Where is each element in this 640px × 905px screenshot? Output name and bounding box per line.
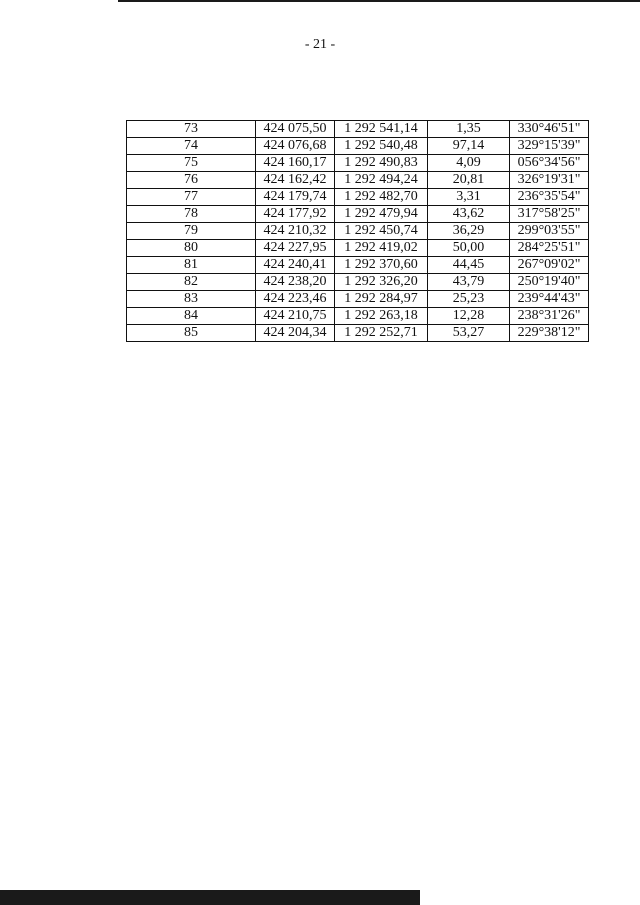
y-coordinate-cell: 1 292 479,94 xyxy=(335,206,428,223)
bearing-cell: 330°46'51" xyxy=(510,121,589,138)
y-coordinate-cell: 1 292 326,20 xyxy=(335,274,428,291)
y-coordinate-cell: 1 292 494,24 xyxy=(335,172,428,189)
x-coordinate-cell: 424 210,32 xyxy=(256,223,335,240)
bearing-cell: 229°38'12" xyxy=(510,325,589,342)
point-number-cell: 75 xyxy=(127,155,256,172)
bearing-cell: 236°35'54" xyxy=(510,189,589,206)
point-number-cell: 82 xyxy=(127,274,256,291)
bearing-cell: 267°09'02" xyxy=(510,257,589,274)
table-row xyxy=(127,257,589,274)
table-row xyxy=(127,308,589,325)
x-coordinate-cell: 424 075,50 xyxy=(256,121,335,138)
y-coordinate-cell: 1 292 284,97 xyxy=(335,291,428,308)
bearing-cell: 329°15'39" xyxy=(510,138,589,155)
point-number-cell: 74 xyxy=(127,138,256,155)
x-coordinate-cell: 424 204,34 xyxy=(256,325,335,342)
bearing-cell: 239°44'43" xyxy=(510,291,589,308)
distance-cell: 43,79 xyxy=(428,274,510,291)
coordinates-table xyxy=(126,120,589,342)
bearing-cell: 284°25'51" xyxy=(510,240,589,257)
x-coordinate-cell: 424 227,95 xyxy=(256,240,335,257)
scan-bottom-edge xyxy=(0,890,420,905)
distance-cell: 44,45 xyxy=(428,257,510,274)
bearing-cell: 056°34'56" xyxy=(510,155,589,172)
y-coordinate-cell: 1 292 541,14 xyxy=(335,121,428,138)
distance-cell: 43,62 xyxy=(428,206,510,223)
bearing-cell: 299°03'55" xyxy=(510,223,589,240)
table-row xyxy=(127,138,589,155)
table-row xyxy=(127,189,589,206)
point-number-cell: 77 xyxy=(127,189,256,206)
x-coordinate-cell: 424 240,41 xyxy=(256,257,335,274)
y-coordinate-cell: 1 292 263,18 xyxy=(335,308,428,325)
y-coordinate-cell: 1 292 482,70 xyxy=(335,189,428,206)
table-row xyxy=(127,325,589,342)
distance-cell: 1,35 xyxy=(428,121,510,138)
x-coordinate-cell: 424 076,68 xyxy=(256,138,335,155)
distance-cell: 53,27 xyxy=(428,325,510,342)
y-coordinate-cell: 1 292 540,48 xyxy=(335,138,428,155)
distance-cell: 4,09 xyxy=(428,155,510,172)
point-number-cell: 81 xyxy=(127,257,256,274)
x-coordinate-cell: 424 160,17 xyxy=(256,155,335,172)
table-row xyxy=(127,223,589,240)
table-row xyxy=(127,291,589,308)
bearing-cell: 250°19'40" xyxy=(510,274,589,291)
distance-cell: 36,29 xyxy=(428,223,510,240)
bearing-cell: 317°58'25" xyxy=(510,206,589,223)
bearing-cell: 326°19'31" xyxy=(510,172,589,189)
distance-cell: 25,23 xyxy=(428,291,510,308)
table-row xyxy=(127,172,589,189)
x-coordinate-cell: 424 177,92 xyxy=(256,206,335,223)
y-coordinate-cell: 1 292 450,74 xyxy=(335,223,428,240)
distance-cell: 97,14 xyxy=(428,138,510,155)
table-row xyxy=(127,155,589,172)
x-coordinate-cell: 424 162,42 xyxy=(256,172,335,189)
coordinates-table-body xyxy=(127,121,589,342)
x-coordinate-cell: 424 210,75 xyxy=(256,308,335,325)
page-number: - 21 - xyxy=(304,37,336,52)
point-number-cell: 85 xyxy=(127,325,256,342)
y-coordinate-cell: 1 292 370,60 xyxy=(335,257,428,274)
point-number-cell: 83 xyxy=(127,291,256,308)
table-row xyxy=(127,274,589,291)
distance-cell: 50,00 xyxy=(428,240,510,257)
point-number-cell: 80 xyxy=(127,240,256,257)
table-row xyxy=(127,240,589,257)
scan-top-edge xyxy=(118,0,640,2)
y-coordinate-cell: 1 292 419,02 xyxy=(335,240,428,257)
point-number-cell: 79 xyxy=(127,223,256,240)
x-coordinate-cell: 424 179,74 xyxy=(256,189,335,206)
x-coordinate-cell: 424 223,46 xyxy=(256,291,335,308)
distance-cell: 12,28 xyxy=(428,308,510,325)
point-number-cell: 73 xyxy=(127,121,256,138)
x-coordinate-cell: 424 238,20 xyxy=(256,274,335,291)
point-number-cell: 84 xyxy=(127,308,256,325)
y-coordinate-cell: 1 292 252,71 xyxy=(335,325,428,342)
table-row xyxy=(127,206,589,223)
point-number-cell: 76 xyxy=(127,172,256,189)
distance-cell: 3,31 xyxy=(428,189,510,206)
bearing-cell: 238°31'26" xyxy=(510,308,589,325)
table-row xyxy=(127,121,589,138)
distance-cell: 20,81 xyxy=(428,172,510,189)
y-coordinate-cell: 1 292 490,83 xyxy=(335,155,428,172)
point-number-cell: 78 xyxy=(127,206,256,223)
